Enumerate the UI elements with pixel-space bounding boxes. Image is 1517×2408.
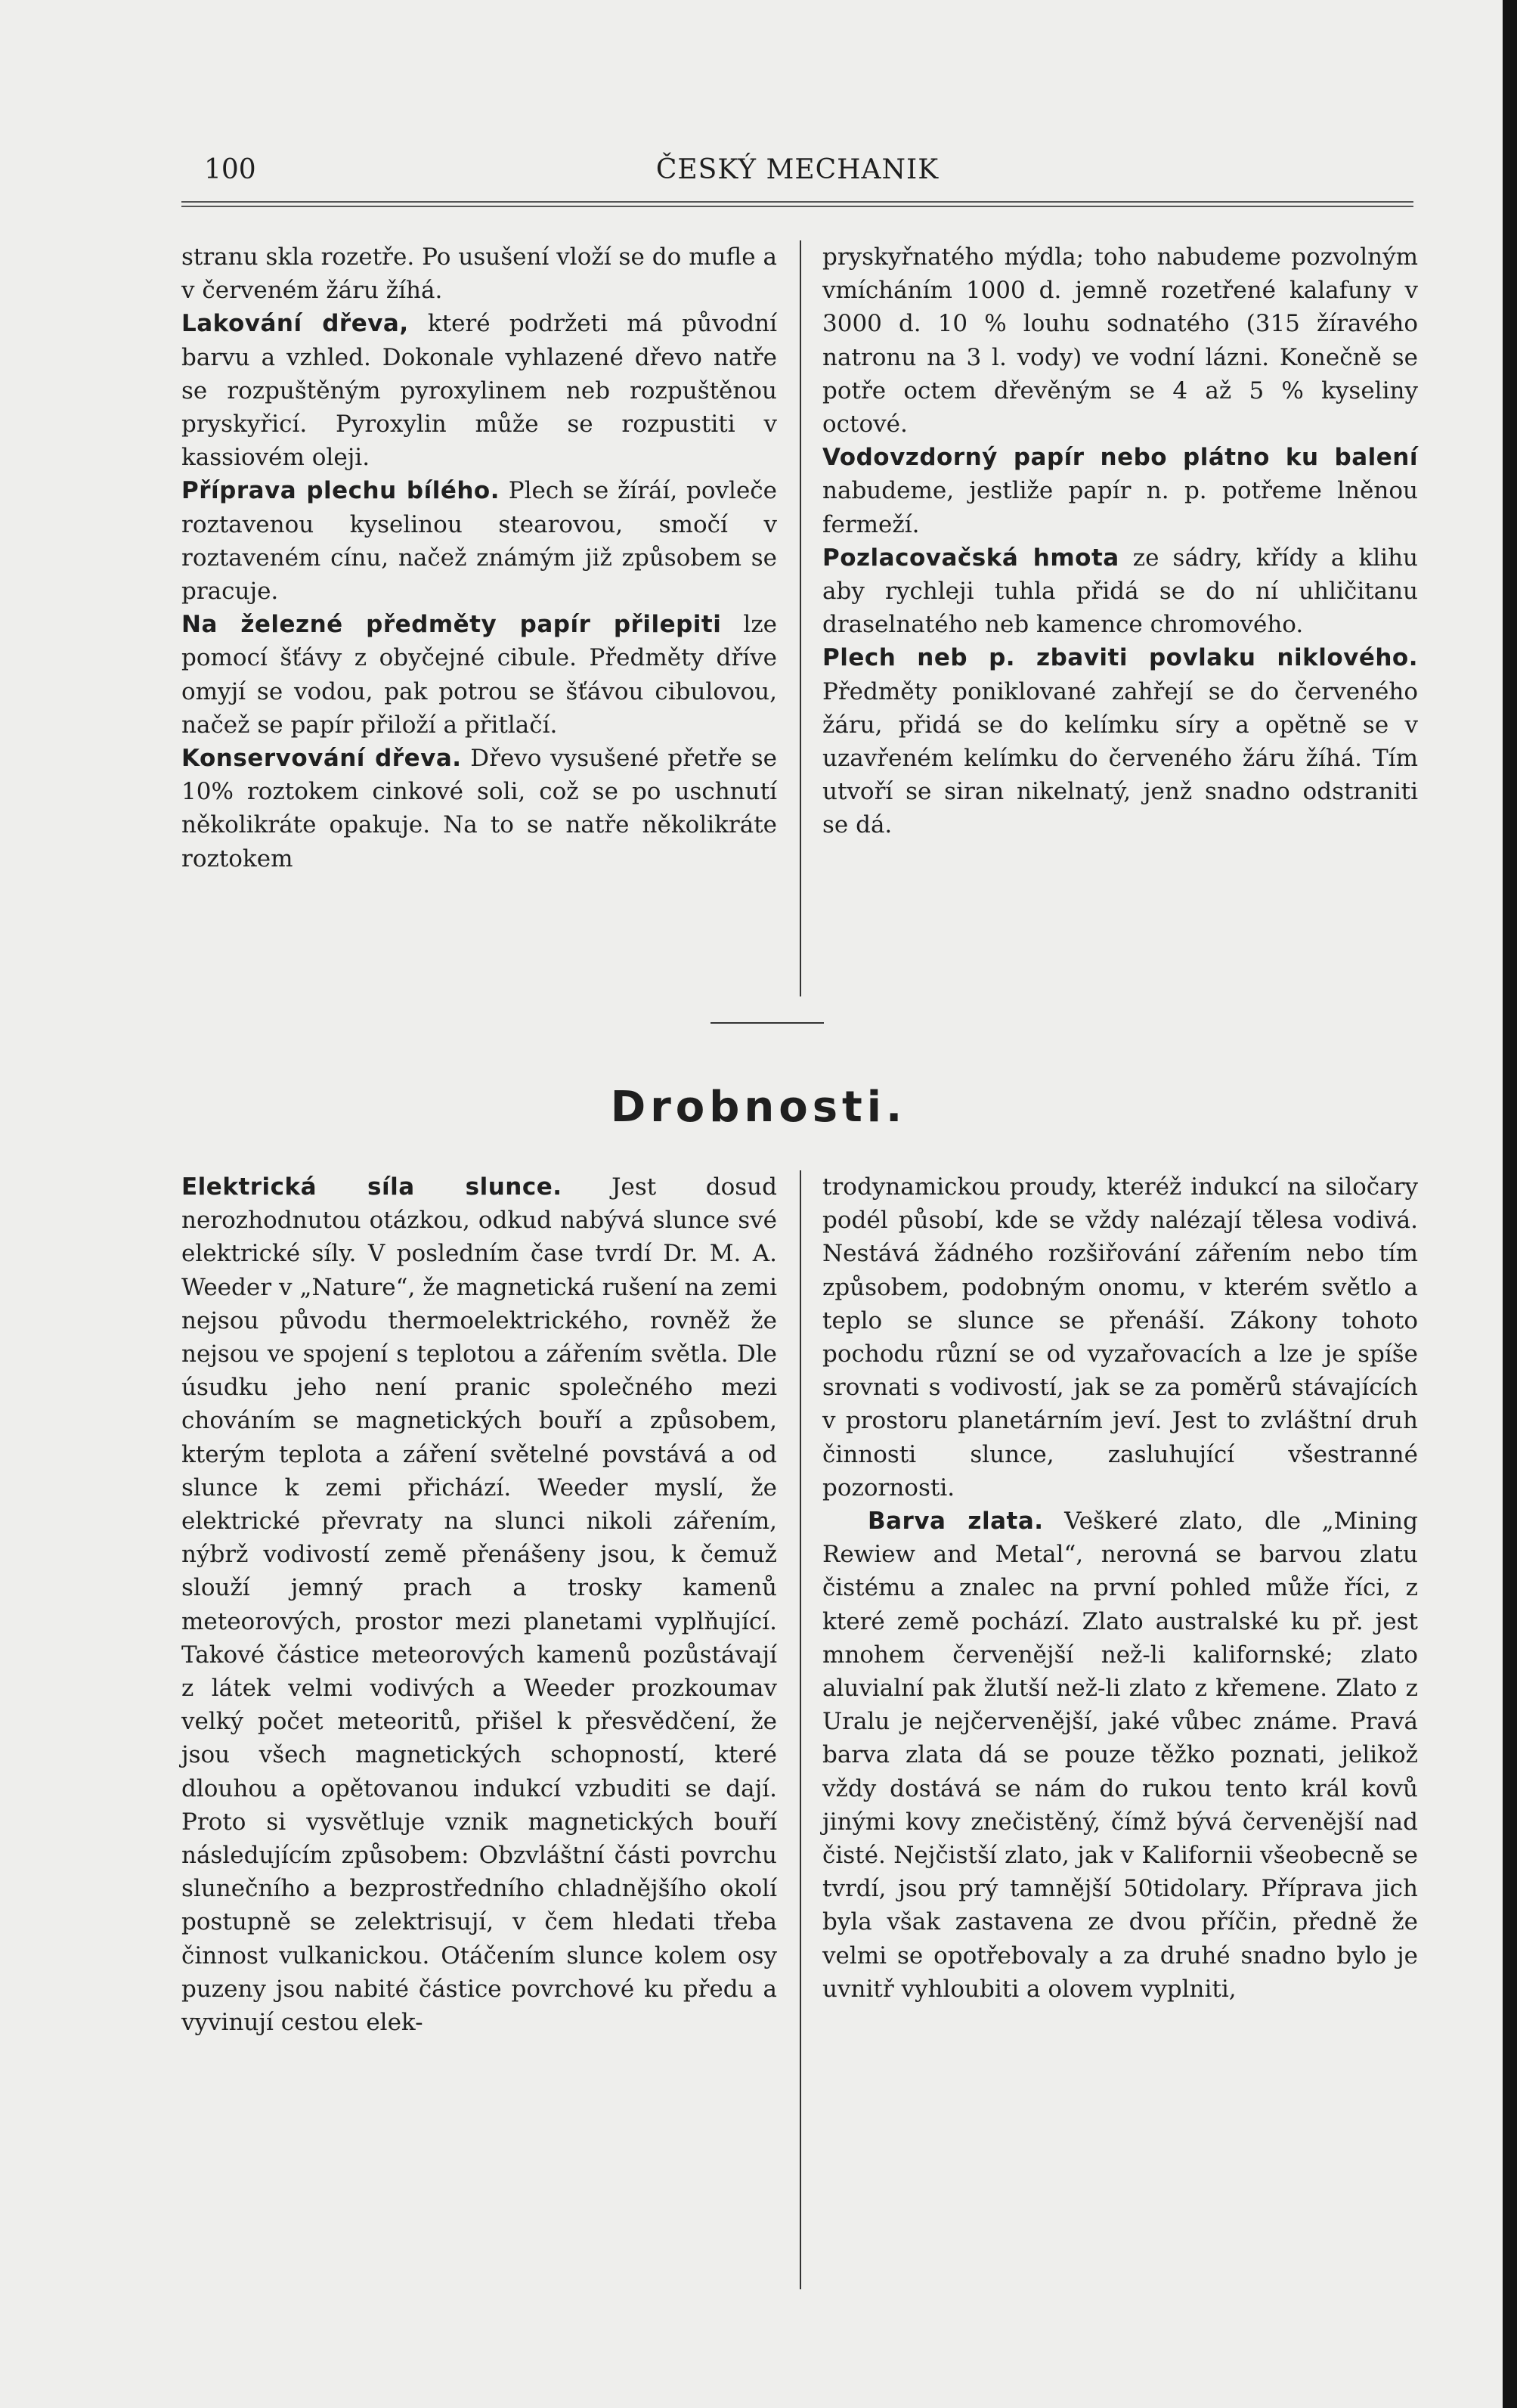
section-separator [711, 1022, 824, 1024]
paragraph: Barva zlata. Veškeré zlato, dle „Mining Rewiew and Metal“, nerovná se barvou zlatu čistému a znalec na první pohled může říci, z které země pochází. Zlato australské ku př. jest mnohem červenější než-li kalifornské; zlato aluvialní pak žlutší než-li zlato z křemene. Zlato z Uralu je nejčervenější, jaké vůbec známe. Pravá barva zlata dá se pouze těžko poznati, jelikož vždy dostává se nám do rukou tento král kovů jinými kovy znečistěný, čímž bývá červenější nad čisté. Nejčistší zlato, jak v Kalifornii všeobecně se tvrdí, jsou prý tamnější 50tidolary. Příprava jich byla však zastavena ze dvou příčin, předně že velmi se opotřebovaly a za druhé snadno bylo je uvnitř vyhloubiti a olovem vyplniti, [822, 1508, 1418, 2003]
bottom-left-column [181, 1170, 777, 2039]
scan-edge [1503, 0, 1517, 2408]
paragraph: Příprava plechu bílého. Plech se žíráí, povleče roztavenou kyselinou stearovou, smočí v roztaveném cínu, načež známým již způsobem se pracuje. [181, 477, 777, 606]
top-left-column [181, 240, 777, 875]
paragraph: Konservování dřeva. Dřevo vysušené přetře se 10% roztokem cinkové soli, což se po uschnutí několikráte opakuje. Na to se natře několikráte roztokem [181, 745, 777, 872]
section-title: Drobnosti. [610, 1083, 907, 1132]
running-title: ČESKÝ MECHANIK [655, 154, 940, 185]
paragraph: pryskyřnatého mýdla; toho nabudeme pozvolným vmícháním 1000 d. jemně rozetřené kalafuny v 3000 d. 10 % louhu sodnatého (315 žíravého natronu na 3 l. vody) ve vodní lázni. Konečně se potře octem dřevěným se 4 až 5 % kyseliny octové. [822, 243, 1418, 439]
top-right-column [822, 240, 1418, 842]
column-divider [800, 1170, 801, 2289]
paragraph: Na železné předměty papír přilepiti lze pomocí šťávy z obyčejné cibule. Předměty dříve omyjí se vodou, pak potrou se šťávou cibulovou, načež se papír přiloží a přitlačí. [181, 611, 777, 739]
header-rule-2 [181, 206, 1413, 207]
paragraph: Pozlacovačská hmota ze sádry, křídy a klihu aby rychleji tuhla přidá se do ní uhličitanu draselnatého neb kamence chromového. [822, 544, 1419, 639]
header-rule [181, 201, 1413, 203]
paragraph: Elektrická síla slunce. Jest dosud nerozhodnutou otázkou, odkud nabývá slunce své elektrické síly. V posledním čase tvrdí Dr. M. A. Weeder v „Nature“, že magnetická rušení na zemi nejsou původu thermoelektrického, rovněž že nejsou ve spojení s teplotou a zářením světla. Dle úsudku jeho není pranic společného mezi chováním se magnetických bouří a způsobem, kterým teplota a záření světelné povstává a od slunce k zemi přichází. Weeder myslí, že elektrické převraty na slunci nikoli zářením, nýbrž vodivostí země přenášeny jsou, k čemuž slouží jemný prach a trosky kamenů meteorových, prostor mezi planetami vyplňující. Takové částice meteorových kamenů pozůstávají z látek velmi vodivých a Weeder prozkoumav velký počet meteoritů, přišel k přesvědčení, že jsou všech magnetických schopností, které dlouhou a opětovanou indukcí vzbuditi se dají. Proto si vysvětluje vznik magnetických bouří následujícím způsobem: Obzvláštní části povrchu slunečního a bezprostředního chladnějšího okolí postupně se zelektrisují, v čem hledati třeba činnost vulkanickou. Otáčením slunce kolem osy puzeny jsou nabité částice povrchové ku předu a vyvinují cestou elek- [181, 1173, 777, 2037]
page-number: 100 [204, 154, 256, 185]
paragraph: Vodovzdorný papír nebo plátno ku balení nabudeme, jestliže papír n. p. potřeme lněnou fermeží. [822, 444, 1418, 538]
paragraph: Lakování dřeva, které podržeti má původní barvu a vzhled. Dokonale vyhlazené dřevo natře se rozpuštěným pyroxylinem neb rozpuštěnou pryskyřicí. Pyroxylin může se rozpustiti v kassiovém oleji. [181, 310, 777, 472]
bottom-right-column [822, 1170, 1418, 2006]
paragraph: trodynamickou proudy, kteréž indukcí na siločary podél působí, kde se vždy nalézají tělesa vodivá. Nestává žádného rozšiřování zářením nebo tím způsobem, podobným onomu, v kterém světlo a teplo se slunce se přenáší. Zákony tohoto pochodu různí se od vyzařovacích a lze je spíše srovnati s vodivostí, jak se za poměrů stávajících v prostoru planetárním jeví. Jest to zvláštní druh činnosti slunce, zasluhující všestranné pozornosti. [822, 1173, 1418, 1502]
paragraph: stranu skla rozetře. Po usušení vloží se do mufle a v červeném žáru žíhá. [181, 243, 777, 305]
page-header [181, 154, 1413, 200]
column-divider [800, 240, 801, 996]
paragraph: Plech neb p. zbaviti povlaku niklového. Předměty poniklované zahřejí se do červeného žáru, přidá se do kelímku síry a opětně se v uzavřeném kelímku do červeného žáru žíhá. Tím utvoří se siran nikelnatý, jenž snadno odstraniti se dá. [822, 644, 1418, 839]
